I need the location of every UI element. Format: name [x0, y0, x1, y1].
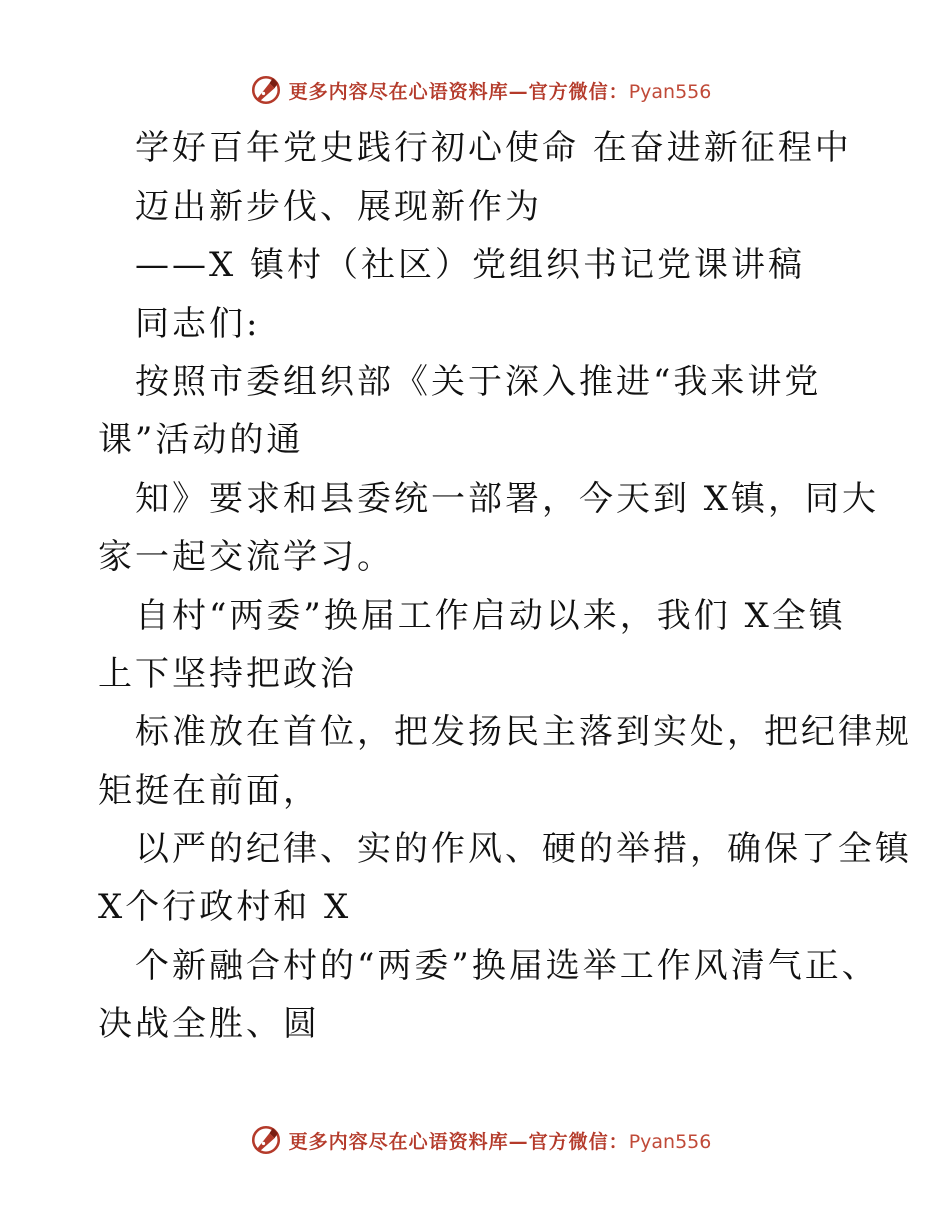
footer-watermark	[0, 1120, 950, 1160]
pen-nib-logo-icon	[249, 1123, 283, 1157]
watermark-text	[289, 1127, 712, 1154]
watermark-wechat-id: Pyan556	[628, 1130, 712, 1153]
paragraph-line: 按照市委组织部《关于深入推进“我来讲党	[135, 362, 822, 402]
watermark-separator: —	[508, 1130, 529, 1153]
watermark-wechat-label: 官方微信：	[528, 1130, 629, 1153]
title-line-1: 学好百年党史践行初心使命 在奋进新征程中	[135, 128, 852, 168]
paragraph-line: 家一起交流学习。	[98, 537, 394, 577]
paragraph-line: 以严的纪律、实的作风、硬的举措，确保了全镇	[135, 829, 912, 869]
paragraph-line: 个新融合村的“两委”换届选举工作风清气正、	[135, 946, 879, 986]
paragraph-line: X个行政村和 X	[98, 887, 352, 927]
paragraph-line: 标准放在首位，把发扬民主落到实处，把纪律规	[135, 712, 912, 752]
salutation: 同志们:	[135, 304, 261, 344]
subtitle-line: ——X 镇村（社区）党组织书记党课讲稿	[135, 245, 806, 285]
paragraph-line: 课”活动的通	[98, 420, 304, 460]
watermark-wechat-id: Pyan556	[628, 80, 712, 103]
watermark-wechat-label: 官方微信：	[528, 80, 629, 103]
paragraph-line: 矩挺在前面，	[98, 771, 320, 811]
paragraph-line: 上下坚持把政治	[98, 654, 357, 694]
watermark-separator: —	[508, 80, 529, 103]
paragraph-line: 知》要求和县委统一部署，今天到 X镇，同大	[135, 479, 880, 519]
paragraph-line: 决战全胜、圆	[98, 1004, 320, 1044]
watermark-title: 更多内容尽在心语资料库	[288, 80, 509, 103]
title-line-2: 迈出新步伐、展现新作为	[135, 187, 542, 227]
paragraph-line: 自村“两委”换届工作启动以来，我们 X全镇	[135, 596, 846, 636]
watermark-title: 更多内容尽在心语资料库	[288, 1130, 509, 1153]
